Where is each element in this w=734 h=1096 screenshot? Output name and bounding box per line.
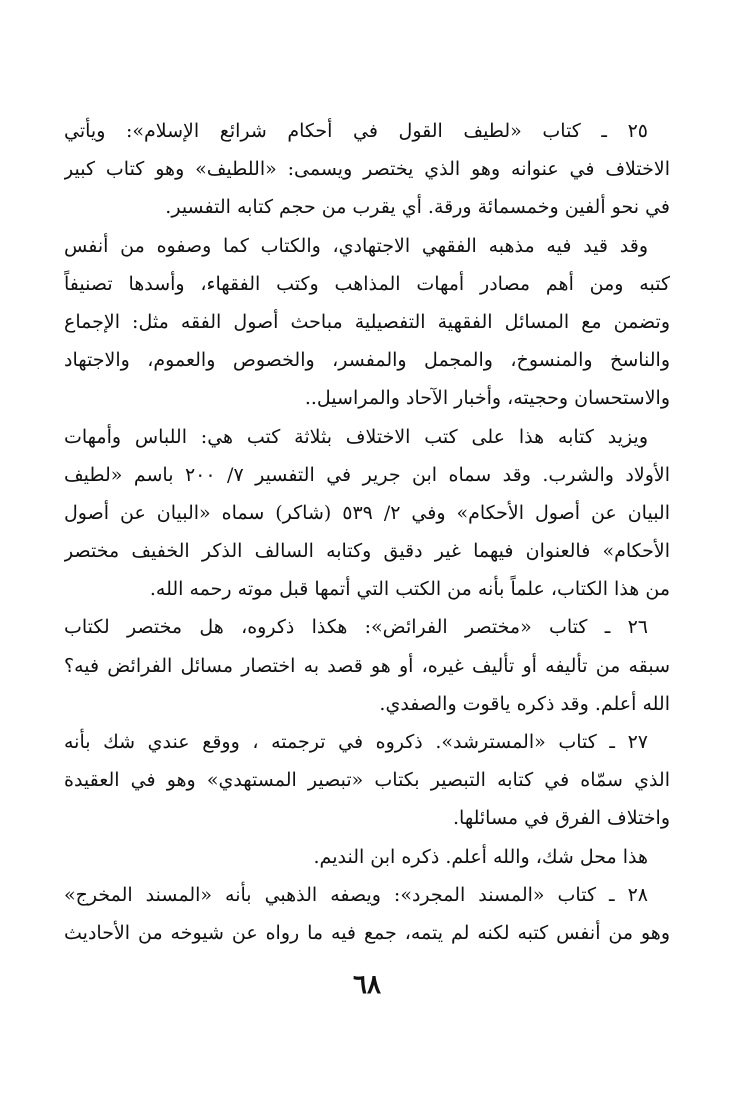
text-line: ويزيد كتابه هذا على كتب الاختلاف بثلاثة كتب هي: اللباس وأمهات (64, 425, 648, 448)
text-line: كتبه ومن أهم مصادر أمهات المذاهب وكتب الفقهاء، وأسدها تصنيفاً (64, 272, 670, 295)
text-line: الأحكام» فالعنوان فيهما غير دقيق وكتابه السالف الذكر الخفيف مختصر (64, 540, 670, 563)
page-number: ٦٨ (353, 970, 381, 1000)
text-line: والناسخ والمنسوخ، والمجمل والمفسر، والخصوص والعموم، والاجتهاد (64, 349, 670, 372)
text-line: وقد قيد فيه مذهبه الفقهي الاجتهادي، والكتاب كما وصفوه من أنفس (64, 234, 648, 257)
text-line: الذي سمّاه في كتابه التبصير بكتاب «تبصير المستهدي» وهو في العقيدة (64, 769, 670, 792)
text-line: ٢٨ ـ كتاب «المسند المجرد»: ويصفه الذهبي بأنه «المسند المخرج» (64, 883, 648, 906)
text-line: الأولاد والشرب. وقد سماه ابن جرير في التفسير ٧/ ٢٠٠ باسم «لطيف (64, 463, 670, 486)
text-line: الاختلاف في عنوانه وهو الذي يختصر ويسمى: «اللطيف» وهو كتاب كبير (64, 158, 670, 181)
text-line: هذا محل شك، والله أعلم. ذكره ابن النديم. (313, 845, 648, 868)
text-line: ٢٧ ـ كتاب «المسترشد». ذكروه في ترجمته ، ووقع عندي شك بأنه (64, 731, 648, 753)
text-line: ٢٥ ـ كتاب «لطيف القول في أحكام شرائع الإسلام»: ويأتي (64, 120, 648, 142)
page-body (64, 112, 670, 952)
text-line: ٢٦ ـ كتاب «مختصر الفرائض»: هكذا ذكروه، هل مختصر لكتاب (64, 616, 648, 639)
text-line: والاستحسان وحجيته، وأخبار الآحاد والمراسيل.. (304, 387, 670, 410)
text-line: وتضمن مع المسائل الفقهية التفصيلية مباحث أصول الفقه مثل: الإجماع (64, 310, 670, 333)
text-line: سبقه من تأليفه أو تأليف غيره، أو هو قصد به اختصار مسائل الفرائض فيه؟ (64, 654, 670, 677)
text-line: الله أعلم. وقد ذكره ياقوت والصفدي. (379, 692, 670, 715)
text-line: من هذا الكتاب، علماً بأنه من الكتب التي أتمها قبل موته رحمه الله. (149, 578, 670, 601)
text-line: وهو من أنفس كتبه لكنه لم يتمه، جمع فيه ما رواه عن شيوخه من الأحاديث (64, 921, 670, 944)
text-line: في نحو ألفين وخمسمائة ورقة. أي يقرب من حجم كتابه التفسير. (165, 196, 670, 219)
text-line: البيان عن أصول الأحكام» وفي ٢/ ٥٣٩ (شاكر) سماه «البيان عن أصول (64, 501, 670, 524)
text-line: واختلاف الفرق في مسائلها. (453, 807, 670, 830)
